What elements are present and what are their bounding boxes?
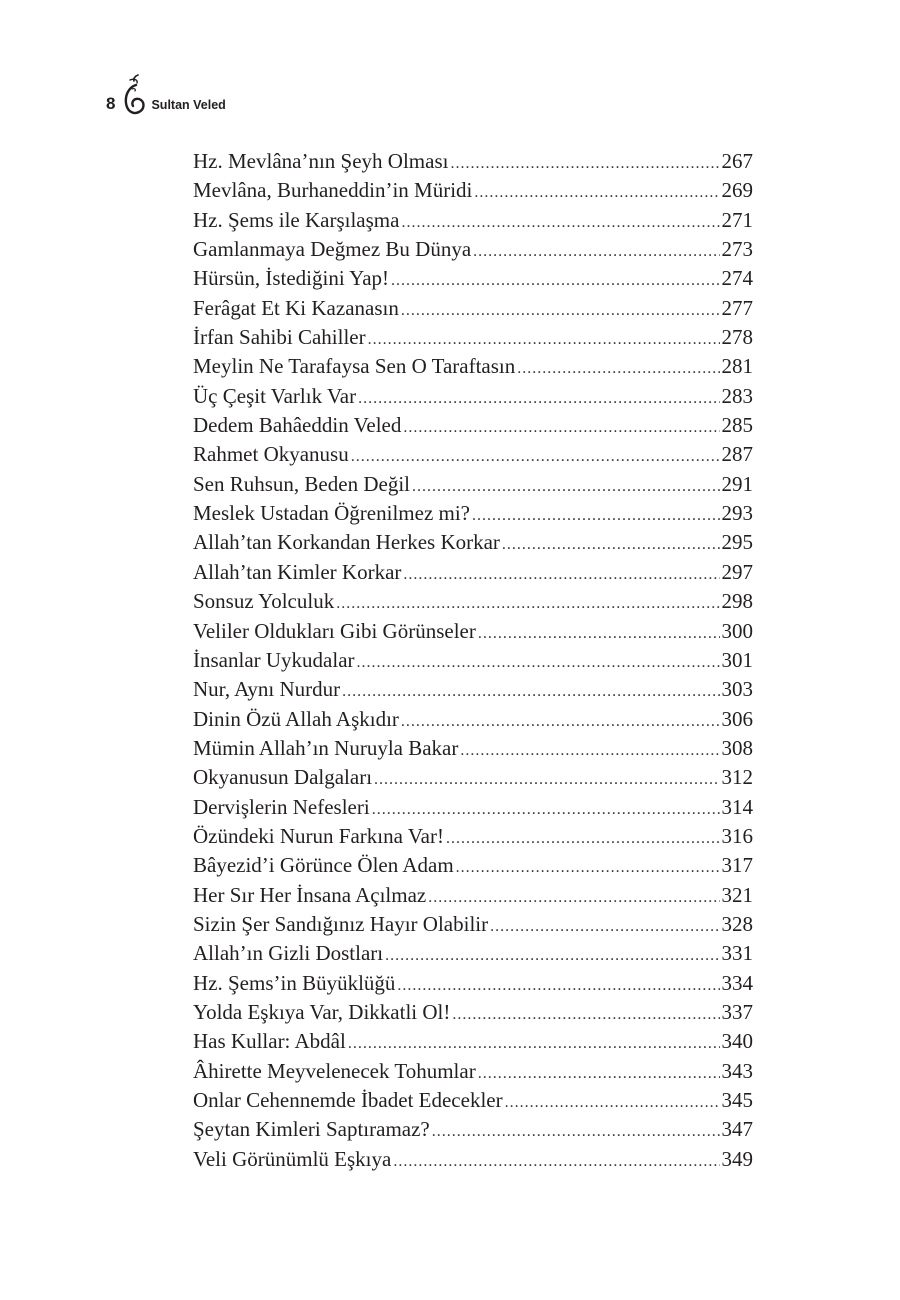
dot-leader	[428, 883, 719, 912]
toc-entry	[193, 763, 753, 792]
dot-leader	[336, 589, 719, 618]
toc-entry-title: Onlar Cehennemde İbadet Edecekler	[193, 1088, 503, 1112]
dot-leader	[391, 266, 719, 295]
toc-entry-title: Her Sır Her İnsana Açılmaz	[193, 882, 427, 907]
toc-entry	[193, 558, 753, 587]
toc-entry-title: Allah’ın Gizli Dostları	[193, 941, 384, 966]
toc-entry-title: Yolda Eşkıya Var, Dikkatli Ol!	[193, 999, 451, 1024]
toc-entry	[193, 411, 753, 440]
dot-leader	[446, 824, 720, 853]
toc-entry	[193, 587, 753, 616]
dot-leader	[472, 501, 720, 530]
toc-entry-title: İrfan Sahibi Cahiller	[193, 325, 366, 350]
toc-entry	[193, 440, 753, 469]
toc-entry-page-number: 300	[721, 618, 753, 643]
toc-entry	[193, 264, 753, 293]
dot-leader	[490, 912, 719, 941]
toc-entry-title: Sen Ruhsun, Beden Değil	[193, 471, 410, 496]
toc-entry-title: Hz. Mevlâna’nın Şeyh Olması	[193, 149, 449, 173]
dot-leader	[403, 560, 719, 589]
toc-entry	[193, 323, 753, 352]
toc-entry-title: Şeytan Kimleri Saptıramaz?	[193, 1117, 430, 1142]
toc-entry-page-number: 347	[721, 1117, 753, 1142]
toc-entry-page-number: 334	[721, 970, 753, 995]
toc-entry	[193, 1115, 753, 1144]
toc-entry	[193, 675, 753, 704]
toc-entry	[193, 1057, 753, 1086]
dot-leader	[478, 1059, 720, 1088]
toc-entry-title: Allah’tan Kimler Korkar	[193, 559, 402, 584]
toc-entry-title: Özündeki Nurun Farkına Var!	[193, 823, 444, 848]
toc-entry-title: Dinin Özü Allah Aşkıdır	[193, 706, 399, 731]
dot-leader	[401, 296, 720, 325]
toc-entry-title: Gamlanmaya Değmez Bu Dünya	[193, 237, 472, 262]
toc-entry-page-number: 321	[721, 882, 753, 907]
toc-entry-page-number: 291	[721, 471, 753, 496]
toc-entry-title: Bâyezid’i Görünce Ölen Adam	[193, 853, 454, 878]
toc-entry-page-number: 343	[721, 1058, 753, 1083]
toc-entry	[193, 528, 753, 557]
toc-entry-page-number: 316	[721, 823, 753, 848]
toc-entry	[193, 822, 753, 851]
toc-entry-title: Ferâgat Et Ki Kazanasın	[193, 295, 399, 320]
calligraphy-logo-icon	[120, 72, 148, 118]
toc-entry	[193, 1086, 753, 1115]
toc-entry-page-number: 328	[721, 911, 753, 936]
toc-entry-title: Mevlâna, Burhaneddin’in Müridi	[193, 178, 473, 203]
dot-leader	[474, 178, 719, 207]
toc-entry-page-number: 312	[721, 765, 753, 790]
dot-leader	[368, 325, 720, 354]
toc-entry-title: Hürsün, İstediğini Yap!	[193, 266, 390, 291]
dot-leader	[358, 384, 719, 413]
dot-leader	[372, 795, 720, 824]
toc-entry-page-number: 306	[721, 706, 753, 731]
toc-entry-page-number: 285	[721, 413, 753, 438]
dot-leader	[452, 1000, 719, 1029]
toc-entry	[193, 793, 753, 822]
toc-entry-page-number: 340	[721, 1029, 753, 1054]
toc-entry-page-number: 349	[721, 1146, 753, 1171]
toc-entry-title: Üç Çeşit Varlık Var	[193, 383, 357, 408]
toc-entry-page-number: 317	[721, 853, 753, 878]
toc-entry-title: Âhirette Meyvelenecek Tohumlar	[193, 1058, 476, 1083]
toc-entry-title: Nur, Aynı Nurdur	[193, 677, 341, 702]
running-title: Sultan Veled	[151, 97, 226, 112]
dot-leader	[351, 442, 720, 471]
toc-entry-title: Sonsuz Yolculuk	[193, 589, 335, 614]
toc-entry-title: Hz. Şems ile Karşılaşma	[193, 207, 400, 232]
toc-entry-page-number: 281	[721, 354, 753, 379]
toc-entry-page-number: 301	[721, 647, 753, 672]
toc-entry-page-number: 271	[721, 207, 753, 232]
dot-leader	[393, 1147, 719, 1176]
toc-entry-title: Sizin Şer Sandığınız Hayır Olabilir	[193, 911, 489, 936]
toc-entry-page-number: 298	[721, 589, 753, 614]
dot-leader	[374, 765, 719, 794]
toc-entry	[193, 1145, 753, 1174]
toc-entry-title: İnsanlar Uykudalar	[193, 647, 355, 672]
toc-entry-page-number: 267	[721, 149, 753, 173]
toc-entry	[193, 382, 753, 411]
dot-leader	[432, 1117, 720, 1146]
dot-leader	[460, 736, 719, 765]
dot-leader	[403, 413, 719, 442]
toc-entry	[193, 939, 753, 968]
toc-entry-page-number: 345	[721, 1088, 753, 1112]
toc-entry-title: Mümin Allah’ın Nuruyla Bakar	[193, 735, 459, 760]
toc-entry	[193, 499, 753, 528]
toc-entry-page-number: 269	[721, 178, 753, 203]
dot-leader	[456, 853, 720, 882]
dot-leader	[397, 971, 719, 1000]
dot-leader	[505, 1088, 720, 1117]
toc-entry-page-number: 293	[721, 501, 753, 526]
toc-entry-title: Dedem Bahâeddin Veled	[193, 413, 402, 438]
page-header	[106, 68, 226, 118]
toc-entry-page-number: 337	[721, 999, 753, 1024]
toc-entry-page-number: 297	[721, 559, 753, 584]
toc-entry-title: Dervişlerin Nefesleri	[193, 794, 370, 819]
toc-entry	[193, 352, 753, 381]
toc-entry-page-number: 331	[721, 941, 753, 966]
toc-entry-page-number: 303	[721, 677, 753, 702]
toc-entry-page-number: 287	[721, 442, 753, 467]
toc-entry-page-number: 308	[721, 735, 753, 760]
dot-leader	[348, 1029, 720, 1058]
toc-entry-title: Hz. Şems’in Büyüklüğü	[193, 970, 396, 995]
dot-leader	[450, 149, 719, 178]
dot-leader	[478, 619, 720, 648]
toc-entry-page-number: 273	[721, 237, 753, 262]
toc-entry	[193, 470, 753, 499]
toc-entry-title: Rahmet Okyanusu	[193, 442, 349, 467]
toc-entry-title: Meylin Ne Tarafaysa Sen O Taraftasın	[193, 354, 516, 379]
toc-entry-page-number: 278	[721, 325, 753, 350]
toc-entry	[193, 294, 753, 323]
toc-entry-title: Allah’tan Korkandan Herkes Korkar	[193, 530, 500, 555]
toc-entry	[193, 235, 753, 264]
toc-entry-page-number: 283	[721, 383, 753, 408]
dot-leader	[517, 354, 719, 383]
page-number: 8	[106, 94, 116, 113]
toc-entry-title: Okyanusun Dalgaları	[193, 765, 373, 790]
dot-leader	[357, 648, 720, 677]
toc-entry-title: Has Kullar: Abdâl	[193, 1029, 346, 1054]
dot-leader	[385, 941, 719, 970]
toc-entry-title: Meslek Ustadan Öğrenilmez mi?	[193, 501, 470, 526]
toc-entry	[193, 734, 753, 763]
dot-leader	[473, 237, 719, 266]
toc-entry	[193, 881, 753, 910]
dot-leader	[502, 530, 720, 559]
dot-leader	[342, 677, 719, 706]
toc-entry-title: Veli Görünümlü Eşkıya	[193, 1146, 392, 1171]
toc-entry	[193, 147, 753, 176]
toc-entry	[193, 705, 753, 734]
toc-entry	[193, 910, 753, 939]
toc-entry	[193, 646, 753, 675]
toc-entry-page-number: 274	[721, 266, 753, 291]
dot-leader	[412, 472, 720, 501]
toc-entry	[193, 851, 753, 880]
toc-entry-page-number: 314	[721, 794, 753, 819]
toc-entry	[193, 176, 753, 205]
toc-entry-title: Veliler Oldukları Gibi Görünseler	[193, 618, 476, 643]
toc-entry	[193, 206, 753, 235]
toc-entry	[193, 969, 753, 998]
table-of-contents	[193, 147, 753, 1174]
toc-entry	[193, 998, 753, 1027]
toc-entry	[193, 1027, 753, 1056]
dot-leader	[401, 208, 719, 237]
dot-leader	[401, 707, 720, 736]
toc-entry	[193, 617, 753, 646]
toc-entry-page-number: 277	[721, 295, 753, 320]
toc-entry-page-number: 295	[721, 530, 753, 555]
